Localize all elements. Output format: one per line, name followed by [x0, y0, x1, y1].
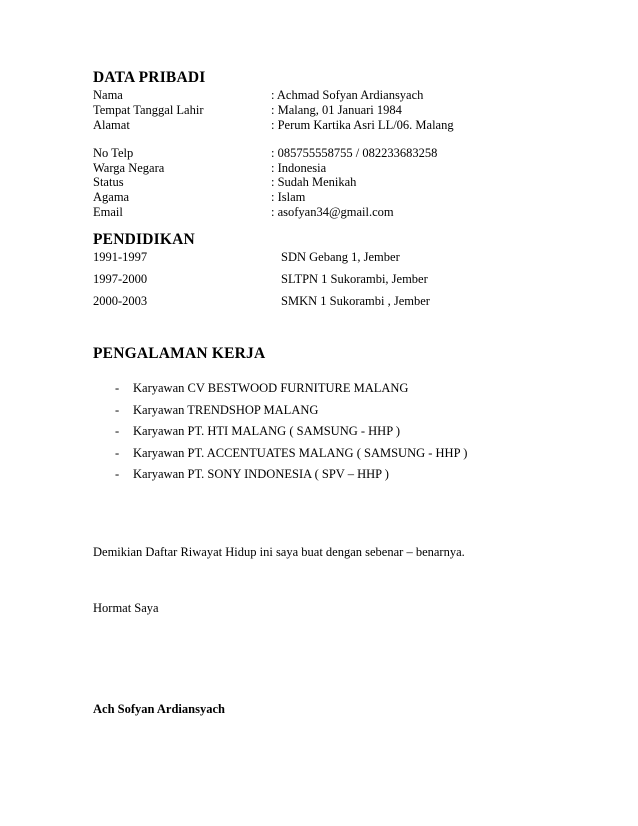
- education-row: [93, 272, 428, 287]
- field-alamat: [93, 118, 454, 133]
- education-school: SDN Gebang 1, Jember: [281, 250, 400, 264]
- list-item-text: Karyawan CV BESTWOOD FURNITURE MALANG: [133, 381, 409, 395]
- field-label: Nama: [93, 88, 123, 102]
- field-value: : asofyan34@gmail.com: [271, 205, 394, 219]
- field-warga-negara: [93, 161, 326, 176]
- heading-pengalaman-kerja: PENGALAMAN KERJA: [93, 345, 266, 362]
- education-years: 1997-2000: [93, 272, 148, 286]
- closing-statement: Demikian Daftar Riwayat Hidup ini saya buat dengan sebenar – benarnya.: [93, 545, 465, 559]
- field-nama: [93, 88, 423, 103]
- field-label: Tempat Tanggal Lahir: [93, 103, 204, 117]
- field-label: Agama: [93, 190, 130, 204]
- list-item-text: Karyawan PT. ACCENTUATES MALANG ( SAMSUNG - HHP ): [133, 446, 468, 460]
- field-label: No Telp: [93, 146, 134, 160]
- field-value: : Malang, 01 Januari 1984: [271, 103, 402, 117]
- field-value: : Sudah Menikah: [271, 175, 357, 189]
- education-years: 2000-2003: [93, 294, 148, 308]
- list-item-text: Karyawan TRENDSHOP MALANG: [133, 403, 319, 417]
- list-item-text: Karyawan PT. SONY INDONESIA ( SPV – HHP ): [133, 467, 389, 481]
- field-agama: [93, 190, 305, 205]
- field-label: Email: [93, 205, 123, 219]
- list-item: [115, 424, 400, 439]
- education-school: SMKN 1 Sukorambi , Jember: [281, 294, 430, 308]
- field-no-telp: [93, 146, 437, 161]
- field-label: Status: [93, 175, 124, 189]
- list-item: [115, 381, 408, 396]
- field-status: [93, 175, 356, 190]
- field-ttl: [93, 103, 402, 118]
- education-school: SLTPN 1 Sukorambi, Jember: [281, 272, 428, 286]
- field-value: : Perum Kartika Asri LL/06. Malang: [271, 118, 454, 132]
- field-value: : Indonesia: [271, 161, 327, 175]
- bullet-dash: -: [115, 381, 120, 395]
- bullet-dash: -: [115, 467, 120, 481]
- list-item: [115, 403, 318, 418]
- field-email: [93, 205, 394, 220]
- list-item: [115, 467, 389, 482]
- signature-name: Ach Sofyan Ardiansyach: [93, 702, 225, 716]
- field-label: Warga Negara: [93, 161, 165, 175]
- list-item-text: Karyawan PT. HTI MALANG ( SAMSUNG - HHP ): [133, 424, 400, 438]
- bullet-dash: -: [115, 446, 120, 460]
- bullet-dash: -: [115, 403, 120, 417]
- education-row: [93, 250, 400, 265]
- list-item: [115, 446, 467, 461]
- field-value: : Achmad Sofyan Ardiansyach: [271, 88, 424, 102]
- field-value: : Islam: [271, 190, 306, 204]
- heading-data-pribadi: DATA PRIBADI: [93, 69, 206, 86]
- education-row: [93, 294, 430, 309]
- heading-pendidikan: PENDIDIKAN: [93, 231, 195, 248]
- bullet-dash: -: [115, 424, 120, 438]
- education-years: 1991-1997: [93, 250, 148, 264]
- regards-text: Hormat Saya: [93, 601, 159, 615]
- field-label: Alamat: [93, 118, 130, 132]
- field-value: : 085755558755 / 082233683258: [271, 146, 438, 160]
